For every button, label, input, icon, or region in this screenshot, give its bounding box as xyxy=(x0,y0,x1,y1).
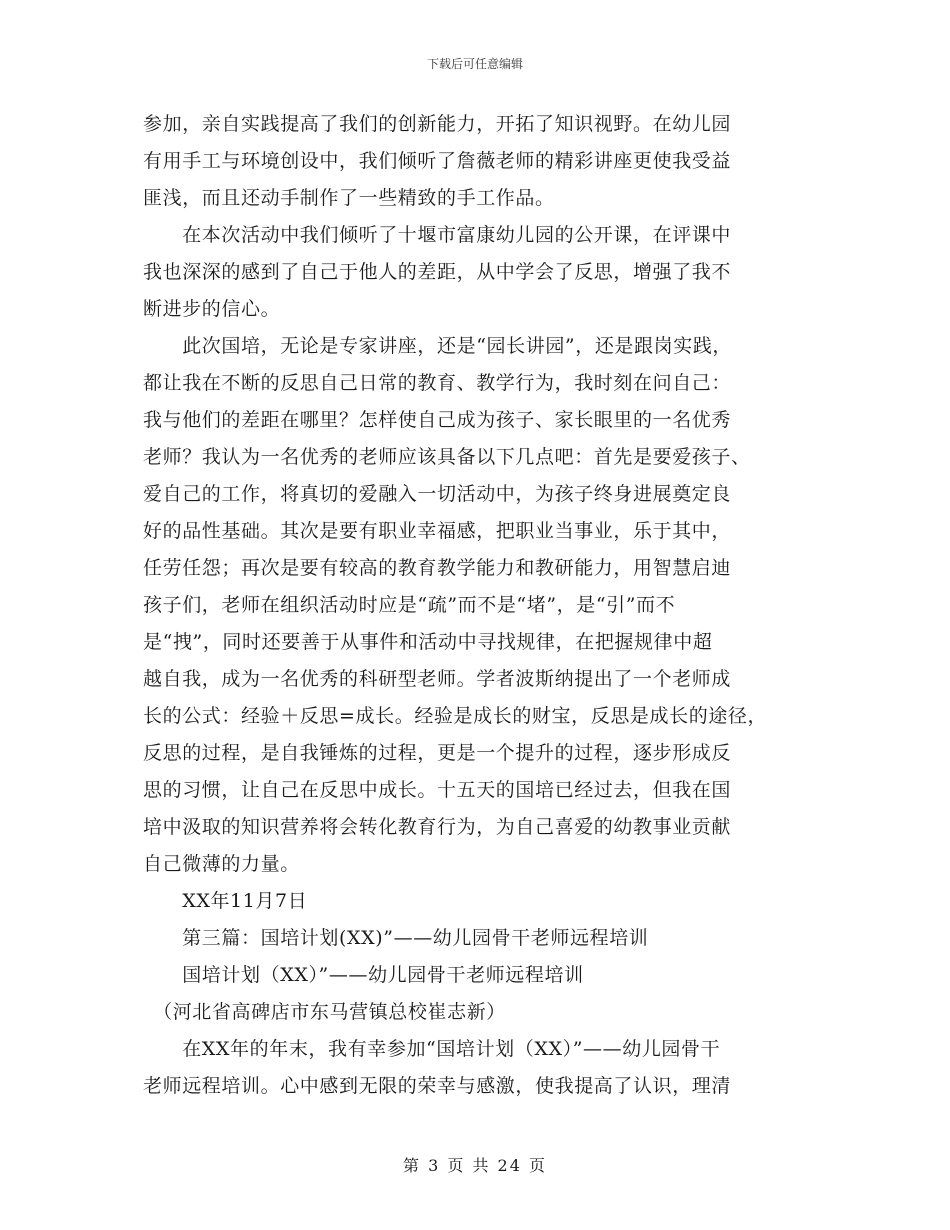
date-line: XX年11月7日 xyxy=(143,890,308,912)
document-body xyxy=(143,106,823,1105)
text-line: 培中汲取的知识营养将会转化教育行为，为自己喜爱的幼教事业贡献 xyxy=(143,816,732,838)
text-line: 自己微薄的力量。 xyxy=(143,853,300,875)
text-line: 思的习惯，让自己在反思中成长。十五天的国培已经过去，但我在国 xyxy=(143,779,732,801)
text-line: 是“拽”，同时还要善于从事件和活动中寻找规律，在把握规律中超 xyxy=(143,631,713,653)
text-line: 有用手工与环境创设中，我们倾听了詹薇老师的精彩讲座更使我受益 xyxy=(143,150,732,172)
author-line: （河北省高碑店市东马营镇总校崔志新） xyxy=(143,1001,506,1023)
text-line: 我也深深的感到了自己于他人的差距，从中学会了反思，增强了我不 xyxy=(143,261,732,283)
text-line: 反思的过程，是自我锤炼的过程，更是一个提升的过程，逐步形成反 xyxy=(143,742,732,764)
text-line: 参加，亲自实践提高了我们的创新能力，开拓了知识视野。在幼儿园 xyxy=(143,113,732,135)
text-line: 任劳任怨；再次是要有较高的教育教学能力和教研能力，用智慧启迪 xyxy=(143,557,732,579)
text-line: 匪浅，而且还动手制作了一些精致的手工作品。 xyxy=(143,187,555,209)
text-line: 越自我，成为一名优秀的科研型老师。学者波斯纳提出了一个老师成 xyxy=(143,668,732,690)
text-line: 老师远程培训。心中感到无限的荣幸与感激，使我提高了认识，理清 xyxy=(143,1075,732,1097)
text-line: 老师？我认为一名优秀的老师应该具备以下几点吧：首先是要爱孩子、 xyxy=(143,446,751,468)
text-line: 孩子们，老师在组织活动时应是“疏”而不是“堵”，是“引”而不 xyxy=(143,594,676,616)
text-line: 爱自己的工作，将真切的爱融入一切活动中，为孩子终身进展奠定良 xyxy=(143,483,732,505)
section-title: 第三篇：国培计划(XX)”——幼儿园骨干老师远程培训 xyxy=(143,927,649,949)
text-line: 都让我在不断的反思自己日常的教育、教学行为，我时刻在问自己： xyxy=(143,372,732,394)
page-header-note: 下载后可任意编辑 xyxy=(426,57,523,71)
text-line: 在本次活动中我们倾听了十堰市富康幼儿园的公开课，在评课中 xyxy=(143,224,732,246)
text-line: 我与他们的差距在哪里？怎样使自己成为孩子、家长眼里的一名优秀 xyxy=(143,409,732,431)
text-line: 断进步的信心。 xyxy=(143,298,281,320)
page-number-footer: 第 3 页 共 24 页 xyxy=(403,1156,547,1175)
article-title: 国培计划（XX）”——幼儿园骨干老师远程培训 xyxy=(143,964,584,986)
text-line: 此次国培，无论是专家讲座，还是“园长讲园”，还是跟岗实践， xyxy=(143,335,733,357)
text-line: 好的品性基础。其次是要有职业幸福感，把职业当事业，乐于其中， xyxy=(143,520,732,542)
text-line: 在XX年的年末，我有幸参加“国培计划（XX）”——幼儿园骨干 xyxy=(143,1038,721,1060)
text-line: 长的公式：经验＋反思=成长。经验是成长的财宝，反思是成长的途径， xyxy=(143,705,768,727)
